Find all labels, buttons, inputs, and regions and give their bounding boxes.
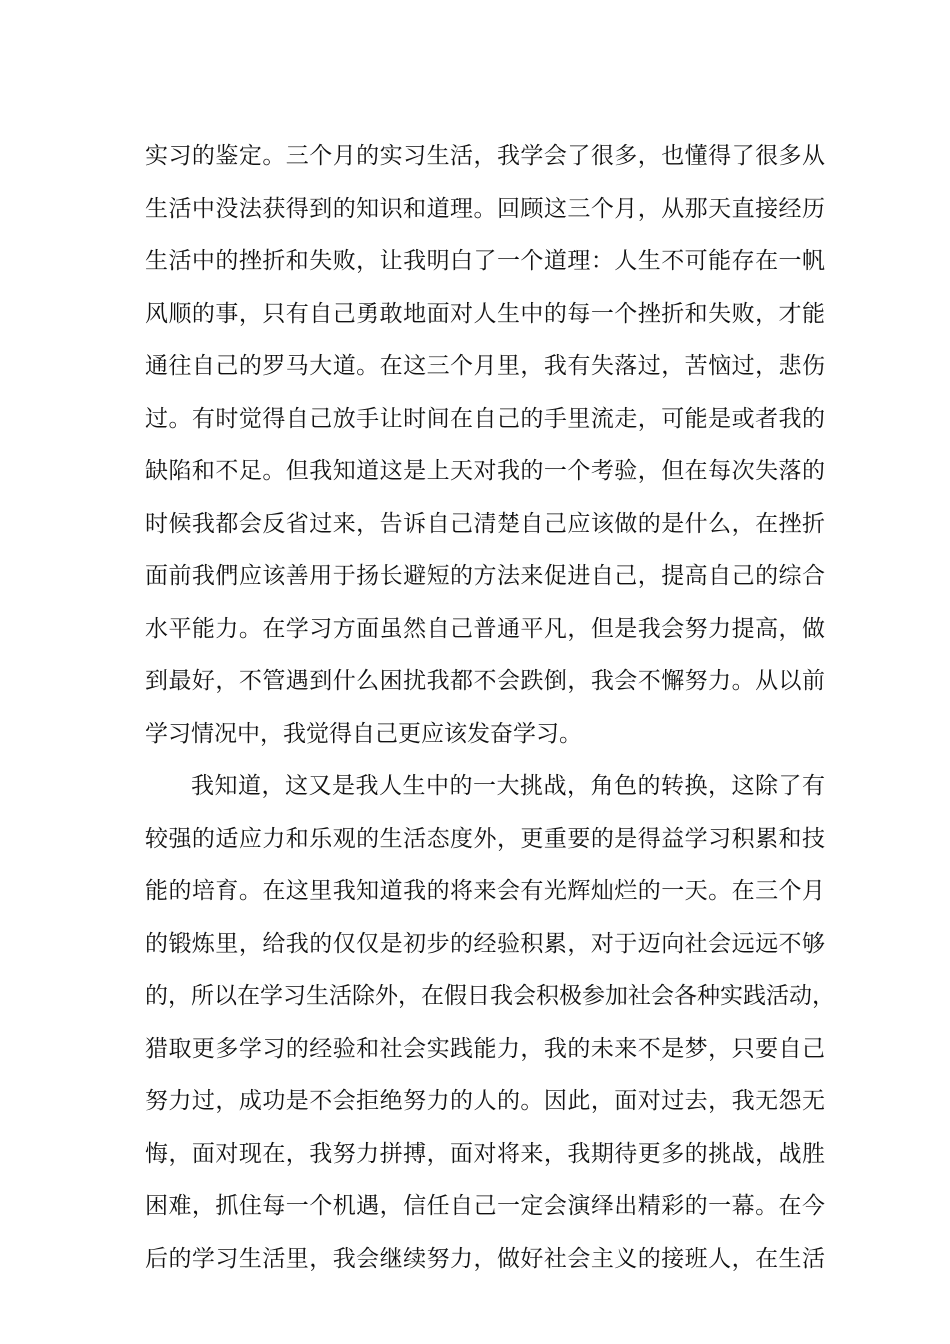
text-line: 时候我都会反省过来，告诉自己清楚自己应该做的是什么，在挫折 (145, 510, 825, 537)
text-line: 过。有时觉得自己放手让时间在自己的手里流走，可能是或者我的 (145, 405, 825, 432)
text-line: 水平能力。在学习方面虽然自己普通平凡，但是我会努力提高，做 (145, 615, 825, 642)
text-line: 猎取更多学习的经验和社会实践能力，我的未来不是梦，只要自己 (145, 1035, 825, 1062)
text-line: 生活中的挫折和失败，让我明白了一个道理：人生不可能存在一帆 (145, 248, 825, 274)
text-line: 到最好，不管遇到什么困扰我都不会跌倒，我会不懈努力。从以前 (145, 668, 825, 694)
text-line: 较强的适应力和乐观的生活态度外，更重要的是得益学习积累和技 (145, 825, 825, 852)
text-line: 后的学习生活里，我会继续努力，做好社会主义的接班人，在生活 (145, 1245, 825, 1272)
paragraph-2 (145, 760, 835, 1285)
text-line: 生活中没法获得到的知识和道理。回顾这三个月，从那天直接经历 (145, 195, 825, 222)
text-line: 我知道，这又是我人生中的一大挑战，角色的转换，这除了有 (191, 773, 825, 799)
text-line: 努力过，成功是不会拒绝努力的人的。因此，面对过去，我无怨无 (145, 1088, 825, 1114)
text-line: 的锻炼里，给我的仅仅是初步的经验积累，对于迈向社会远远不够 (145, 930, 825, 957)
text-line: 能的培育。在这里我知道我的将来会有光辉灿烂的一天。在三个月 (145, 878, 825, 904)
text-line: 的，所以在学习生活除外，在假日我会积极参加社会各种实践活动， (145, 983, 835, 1009)
text-line: 面前我們应该善用于扬长避短的方法来促进自己，提高自己的综合 (145, 563, 825, 589)
text-line: 悔，面对现在，我努力拼搏，面对将来，我期待更多的挑战，战胜 (145, 1140, 825, 1167)
paragraph-1 (145, 130, 825, 760)
text-line: 通往自己的罗马大道。在这三个月里，我有失落过，苦恼过，悲伤 (145, 353, 825, 379)
text-line: 困难，抓住每一个机遇，信任自己一定会演绎出精彩的一幕。在今 (145, 1193, 825, 1219)
text-line: 风顺的事，只有自己勇敢地面对人生中的每一个挫折和失败，才能 (145, 300, 825, 327)
text-line: 实习的鉴定。三个月的实习生活，我学会了很多，也懂得了很多从 (145, 143, 825, 169)
document-body (145, 130, 835, 1285)
text-line: 缺陷和不足。但我知道这是上天对我的一个考验，但在每次失落的 (145, 458, 825, 484)
text-line: 学习情况中，我觉得自己更应该发奋学习。 (145, 720, 582, 747)
